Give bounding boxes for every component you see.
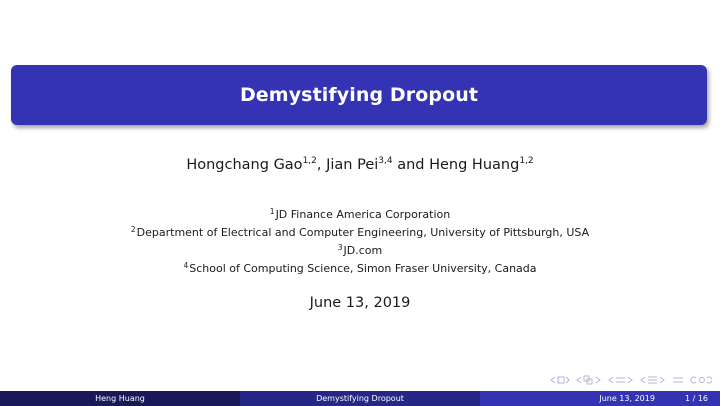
author-affil-sup: 1,2 <box>519 156 534 166</box>
footer-author-text: Heng Huang <box>95 394 145 403</box>
affiliation-text: School of Computing Science, Simon Fraser University, Canada <box>189 262 537 275</box>
author-name: Heng Huang <box>429 157 520 173</box>
affiliation <box>0 222 720 240</box>
footer-date-page <box>480 391 720 406</box>
affiliation-text: JD Finance America Corporation <box>275 208 451 221</box>
affiliation <box>0 204 720 222</box>
footer-date: June 13, 2019 <box>599 394 655 403</box>
footer-title-text: Demystifying Dropout <box>316 394 404 403</box>
footer-bar <box>0 391 720 406</box>
affiliation <box>0 258 720 276</box>
slide-title: Demystifying Dropout <box>239 84 479 106</box>
affiliation <box>0 240 720 258</box>
footer-page-number: 1 / 16 <box>684 394 708 403</box>
affiliation-sup: 1 <box>269 207 275 216</box>
affiliation-sup: 4 <box>183 261 189 270</box>
author-name: Jian Pei <box>326 157 379 173</box>
affiliation-text: JD.com <box>343 244 383 257</box>
navigation-symbols <box>550 374 712 386</box>
author-separator: and <box>392 157 430 173</box>
nav-frame-left-icon[interactable] <box>550 375 570 385</box>
footer-title <box>240 391 480 406</box>
author-line <box>0 156 720 173</box>
affiliation-sup: 3 <box>337 243 343 252</box>
affiliation-list <box>0 204 720 276</box>
footer-author <box>0 391 240 406</box>
affiliation-sup: 2 <box>130 225 136 234</box>
nav-search-icon[interactable] <box>690 375 712 385</box>
nav-doc-icon[interactable] <box>672 375 684 385</box>
slide-date: June 13, 2019 <box>309 295 411 311</box>
author-separator: , <box>316 157 327 173</box>
author-affil-sup: 3,4 <box>378 156 393 166</box>
author-affil-sup: 1,2 <box>302 156 317 166</box>
affiliation-text: Department of Electrical and Computer Engineering, University of Pittsburgh, USA <box>136 226 590 239</box>
nav-frame-right-icon[interactable] <box>576 375 602 385</box>
nav-subsection-icon[interactable] <box>608 375 634 385</box>
author-name: Hongchang Gao <box>186 157 303 173</box>
nav-section-icon[interactable] <box>640 375 666 385</box>
title-box <box>11 65 707 125</box>
